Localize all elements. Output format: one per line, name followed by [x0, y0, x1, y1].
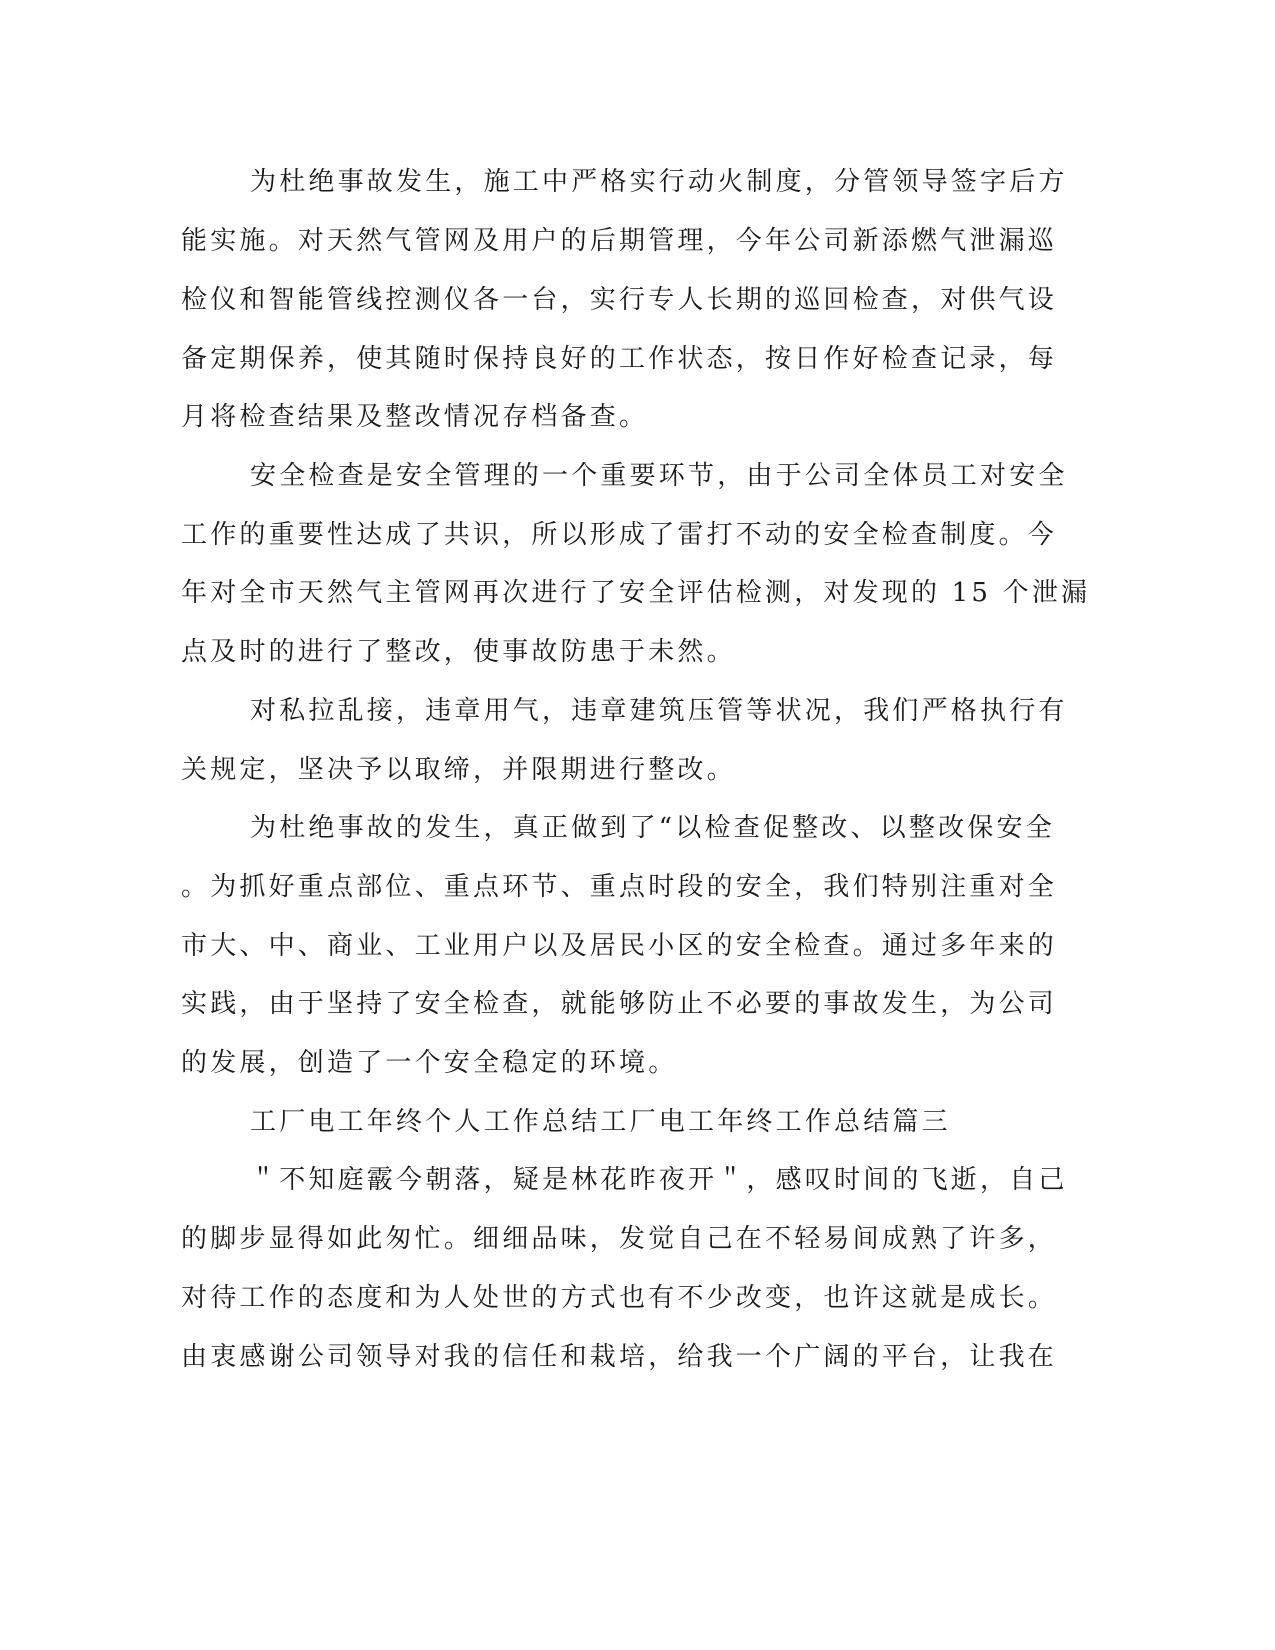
paragraph-2-line-4: 点及时的进行了整改，使事故防患于未然。 [181, 637, 736, 667]
paragraph-1-line-4: 备定期保养，使其随时保持良好的工作状态，按日作好检查记录，每 [181, 344, 1058, 374]
paragraph-2-line-1: 安全检查是安全管理的一个重要环节，由于公司全体员工对安全 [250, 461, 1068, 491]
paragraph-2-line-3: 年对全市天然气主管网再次进行了安全评估检测，对发现的 15 个泄漏 [181, 578, 1091, 608]
paragraph-6-line-2: 的脚步显得如此匆忙。细细品味，发觉自己在不轻易间成熟了许多， [181, 1224, 1058, 1254]
paragraph-6-line-1: ＂不知庭霰今朝落，疑是林花昨夜开＂，感叹时间的飞逝，自己 [250, 1165, 1068, 1195]
paragraph-1-line-2: 能实施。对天然气管网及用户的后期管理，今年公司新添燃气泄漏巡 [181, 226, 1058, 256]
section-heading: 工厂电工年终个人工作总结工厂电工年终工作总结篇三 [250, 1107, 951, 1137]
paragraph-1-line-3: 检仪和智能管线控测仪各一台，实行专人长期的巡回检查，对供气设 [181, 285, 1058, 315]
paragraph-4-line-2: 。为抓好重点部位、重点环节、重点时段的安全，我们特别注重对全 [181, 872, 1058, 902]
paragraph-1-line-5: 月将检查结果及整改情况存档备查。 [181, 402, 649, 432]
paragraph-3-line-1: 对私拉乱接，违章用气，违章建筑压管等状况，我们严格执行有 [250, 696, 1068, 726]
paragraph-6-line-3: 对待工作的态度和为人处世的方式也有不少改变，也许这就是成长。 [181, 1283, 1058, 1313]
paragraph-4-line-4: 实践，由于坚持了安全检查，就能够防止不必要的事故发生，为公司 [181, 989, 1058, 1019]
paragraph-6-line-4: 由衷感谢公司领导对我的信任和栽培，给我一个广阔的平台，让我在 [181, 1342, 1058, 1372]
paragraph-4-line-5: 的发展，创造了一个安全稳定的环境。 [181, 1048, 678, 1078]
paragraph-4-line-1: 为杜绝事故的发生，真正做到了“以检查促整改、以整改保安全 [250, 813, 1055, 843]
paragraph-2-line-2: 工作的重要性达成了共识，所以形成了雷打不动的安全检查制度。今 [181, 520, 1058, 550]
paragraph-3-line-2: 关规定，坚决予以取缔，并限期进行整改。 [181, 755, 736, 785]
paragraph-1-line-1: 为杜绝事故发生，施工中严格实行动火制度，分管领导签字后方 [250, 167, 1068, 197]
paragraph-4-line-3: 市大、中、商业、工业用户以及居民小区的安全检查。通过多年来的 [181, 931, 1058, 961]
